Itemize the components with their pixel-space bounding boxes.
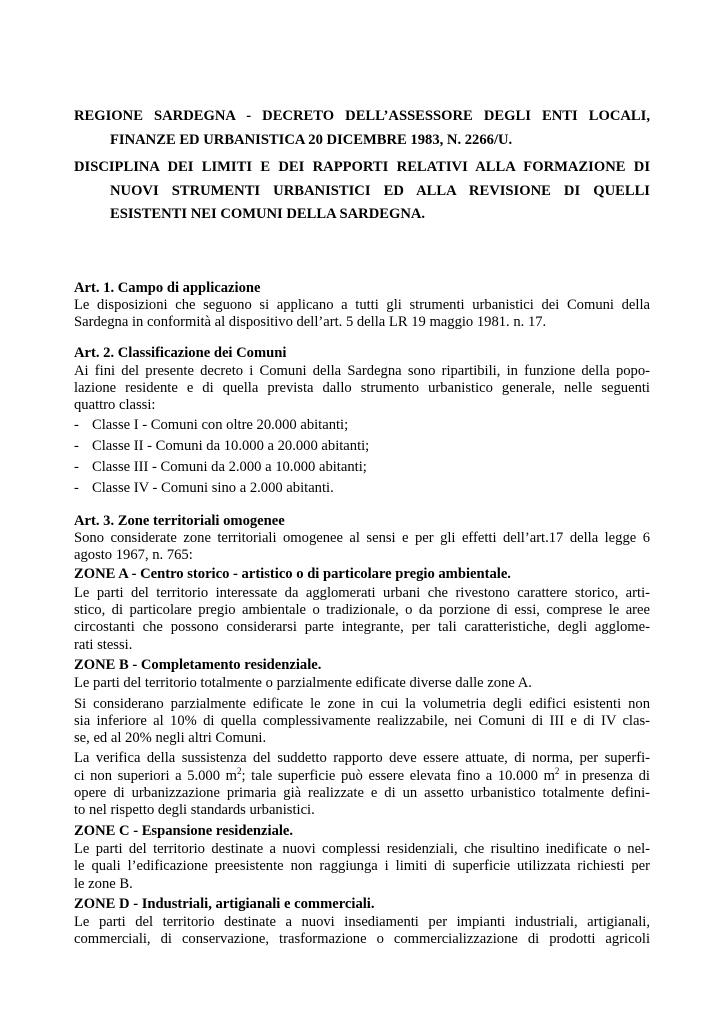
decree-subject [74, 156, 650, 227]
article-paragraph [74, 530, 650, 565]
text-line: commerciali, di conservazione, trasformazione o commercializzazione di prodotti agricoli [74, 931, 650, 948]
superscript: 2 [554, 765, 560, 776]
decree-title-line: FINANZE ED URBANISTICA 20 DICEMBRE 1983, N. 2266/U. [110, 131, 513, 148]
document-body [74, 280, 650, 949]
zone-b-paragraph [74, 750, 650, 819]
list-item [74, 478, 650, 499]
text-line: lazione residente e di quella prevista dallo strumento urbanistico generale, nelle seguenti [74, 379, 650, 396]
zone-d-title: ZONE D - Industriali, artigianali e commerciali. [74, 895, 375, 912]
text-line: quattro classi: [74, 397, 156, 414]
list-item [74, 415, 650, 436]
zone-b-paragraph [74, 675, 650, 692]
text-line: le zone B. [74, 875, 133, 892]
text-line: rati stessi. [74, 636, 133, 653]
list-item [74, 457, 650, 478]
dash-bullet: - [74, 479, 79, 496]
text-fragment: ci non superiori a 5.000 m [74, 767, 237, 784]
text-fragment: in presenza di [559, 767, 650, 784]
text-line: Sono considerate zone territoriali omogenee al sensi e per gli effetti dell’art.17 della legge 6 [74, 529, 650, 546]
article-title: Art. 3. Zone territoriali omogenee [74, 512, 285, 529]
text-line: Le parti del territorio totalmente o parzialmente edificate diverse dalle zone A. [74, 675, 532, 692]
class-list [74, 415, 650, 499]
text-line: sia inferiore al 10% di quella complessivamente realizzabile, nei Comuni di III e di IV clas- [74, 712, 650, 729]
list-item-text: Classe I - Comuni con oltre 20.000 abitanti; [92, 416, 349, 433]
text-line: Si considerano parzialmente edificate le zone in cui la volumetria degli edifici esistenti non [74, 695, 650, 712]
decree-subject-line: DISCIPLINA DEI LIMITI E DEI RAPPORTI RELATIVI ALLA FORMAZIONE DI [74, 159, 650, 175]
list-item-text: Classe II - Comuni da 10.000 a 20.000 abitanti; [92, 437, 370, 454]
text-line: se, ed al 20% negli altri Comuni. [74, 730, 267, 747]
zone-c-paragraph [74, 841, 650, 893]
zone-d-paragraph [74, 914, 650, 949]
text-line: Le parti del territorio destinate a nuovi complessi residenziali, che risultino inedificate o nel- [74, 840, 650, 857]
document-header [74, 0, 650, 227]
list-item [74, 436, 650, 457]
text-line: circostanti che possono considerarsi parte integrante, per tali caratteristiche, degli agglome- [74, 619, 650, 636]
text-line: agosto 1967, n. 765: [74, 547, 193, 564]
zone-b-paragraph [74, 696, 650, 748]
decree-title-line: REGIONE SARDEGNA - DECRETO DELL’ASSESSORE DEGLI ENTI LOCALI, [74, 108, 650, 124]
decree-title [74, 105, 650, 152]
zone-c-title: ZONE C - Espansione residenziale. [74, 822, 294, 839]
article-title: Art. 2. Classificazione dei Comuni [74, 345, 287, 362]
article-paragraph [74, 297, 650, 332]
text-line: Le disposizioni che seguono si applicano a tutti gli strumenti urbanistici dei Comuni della [74, 296, 650, 313]
article-2 [74, 345, 650, 498]
text-line: La verifica della sussistenza del suddetto rapporto deve essere attuate, di norma, per superfi- [74, 750, 650, 767]
list-item-text: Classe III - Comuni da 2.000 a 10.000 abitanti; [92, 458, 367, 475]
text-line: stico, di particolare pregio ambientale o tradizionale, o da porzione di essi, comprese le aree [74, 602, 650, 619]
decree-subject-line: NUOVI STRUMENTI URBANISTICI ED ALLA REVISIONE DI QUELLI [110, 182, 650, 199]
article-3 [74, 513, 650, 949]
zone-a-title: ZONE A - Centro storico - artistico o di particolare pregio ambientale. [74, 566, 511, 583]
zone-b-title: ZONE B - Completamento residenziale. [74, 656, 322, 673]
text-fragment: ; tale superficie può essere elevata fino a 10.000 m [241, 767, 555, 784]
dash-bullet: - [74, 458, 79, 475]
decree-subject-line: ESISTENTI NEI COMUNI DELLA SARDEGNA. [110, 206, 426, 222]
text-line: Le parti del territorio destinate a nuovi insediamenti per impianti industriali, artigianali, [74, 914, 650, 931]
dash-bullet: - [74, 437, 79, 454]
text-line: le quali l’edificazione preesistente non raggiunga i limiti di superficie utilizzata richiesti per [74, 858, 650, 875]
text-line: Sardegna in conformità al dispositivo dell’art. 5 della LR 19 maggio 1981. n. 17. [74, 314, 547, 331]
text-line: Ai fini del presente decreto i Comuni della Sardegna sono ripartibili, in funzione della popo- [74, 362, 650, 379]
document-content [74, 0, 650, 963]
text-line [74, 765, 650, 785]
article-title: Art. 1. Campo di applicazione [74, 279, 261, 296]
zone-a-paragraph [74, 585, 650, 654]
text-line: Le parti del territorio interessate da agglomerati urbani che rivestono carattere storico, arti- [74, 584, 650, 601]
list-item-text: Classe IV - Comuni sino a 2.000 abitanti. [92, 479, 334, 496]
text-line: to nel rispetto degli standards urbanistici. [74, 802, 315, 819]
article-1 [74, 280, 650, 332]
article-paragraph [74, 363, 650, 415]
dash-bullet: - [74, 416, 79, 433]
text-line: opere di urbanizzazione primaria già realizzate e di un assetto urbanistico totalmente defini- [74, 785, 650, 802]
superscript: 2 [237, 765, 242, 776]
